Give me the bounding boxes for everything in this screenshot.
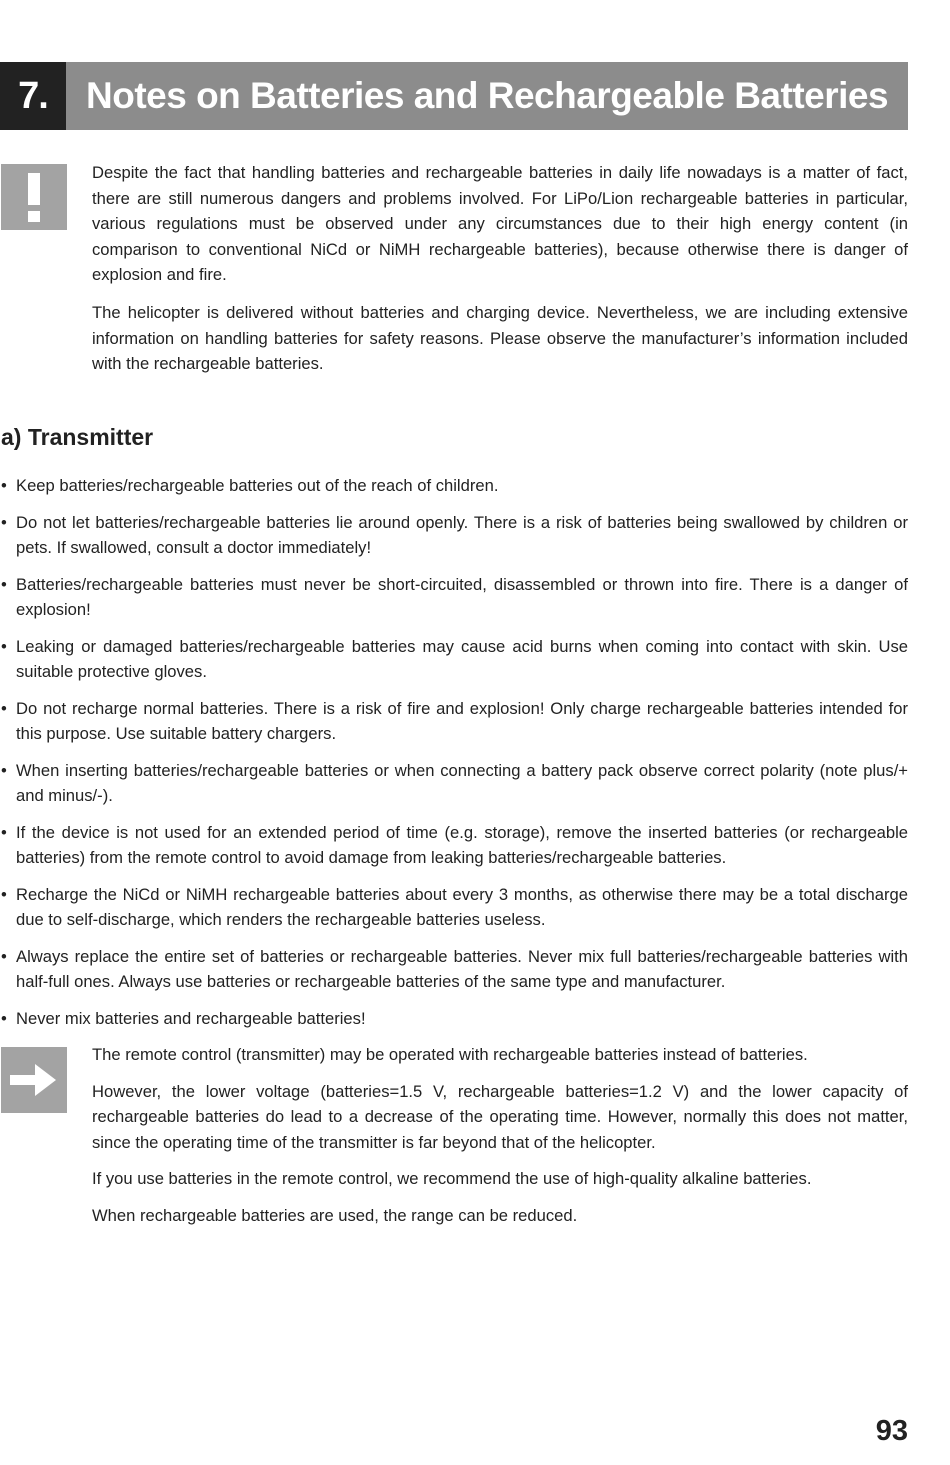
- warning-paragraph-1: Despite the fact that handling batteries and rechargeable batteries in daily life nowadays is a matter of fact, there are still numerous dangers and problems involved. For LiPo/Lion rechargeable batteries in particular, various regulations must be observed under any circumstances due to their high energy content (in comparison to conventional NiCd or NiMH rechargeable batteries), because otherwise there is danger of explosion and fire.: [92, 163, 908, 284]
- list-item-text: Keep batteries/rechargeable batteries out of the reach of children.: [16, 476, 499, 495]
- info-paragraph-2: However, the lower voltage (batteries=1.5 V, rechargeable batteries=1.2 V) and the lower capacity of rechargeable batteries do lead to a decrease of the operating time. However, normally this does not matter, since the operating time of the transmitter is far beyond that of the helicopter.: [92, 1081, 908, 1152]
- list-item: [0, 696, 908, 747]
- list-item: [0, 882, 908, 933]
- info-paragraph-1: The remote control (transmitter) may be operated with rechargeable batteries instead of batteries.: [92, 1045, 808, 1064]
- info-paragraph-4: When rechargeable batteries are used, the range can be reduced.: [92, 1205, 578, 1225]
- list-item: [0, 473, 908, 499]
- list-item: [0, 820, 908, 871]
- bullet-dot: •: [1, 884, 7, 904]
- bullet-dot: •: [1, 822, 7, 842]
- bullet-dot: •: [1, 946, 7, 966]
- list-item: [0, 1006, 908, 1032]
- warning-paragraph-2: The helicopter is delivered without batteries and charging device. Nevertheless, we are including extensive information on handling batteries for safety reasons. Please observe the manufacturer’s information included with the rechargeable batteries.: [92, 303, 908, 373]
- list-item-text: Leaking or damaged batteries/rechargeable batteries may cause acid burns when coming into contact with skin. Use suitable protective gloves.: [16, 636, 908, 681]
- list-item: [0, 510, 908, 561]
- list-item-text: When inserting batteries/rechargeable batteries or when connecting a battery pack observe correct polarity (note plus/+ and minus/-).: [16, 760, 908, 805]
- list-item: [0, 944, 908, 995]
- list-item-text: Do not let batteries/rechargeable batteries lie around openly. There is a risk of batteries being swallowed by children or pets. If swallowed, consult a doctor immediately!: [16, 512, 908, 557]
- info-block: [92, 1042, 908, 1239]
- exclamation-icon: [1, 164, 67, 230]
- page-number: 93: [875, 1415, 908, 1447]
- chapter-number: 7.: [0, 62, 66, 130]
- list-item: [0, 634, 908, 685]
- bullet-dot: •: [1, 698, 7, 718]
- arrow-right-icon: [1, 1047, 67, 1113]
- list-item: [0, 758, 908, 809]
- info-paragraph-3: If you use batteries in the remote control, we recommend the use of high-quality alkaline batteries.: [92, 1169, 812, 1188]
- section-heading: a) Transmitter: [1, 424, 154, 450]
- bullet-dot: •: [1, 760, 7, 780]
- bullet-dot: •: [1, 1008, 7, 1028]
- bullet-dot: •: [1, 476, 7, 495]
- list-item-text: Batteries/rechargeable batteries must never be short-circuited, disassembled or thrown into fire. There is a danger of explosion!: [16, 574, 908, 619]
- bullet-dot: •: [1, 636, 7, 656]
- list-item-text: Never mix batteries and rechargeable batteries!: [16, 1008, 366, 1028]
- bullet-list: [0, 473, 908, 1042]
- bullet-dot: •: [1, 512, 7, 532]
- bullet-dot: •: [1, 574, 7, 594]
- chapter-title: Notes on Batteries and Rechargeable Batteries: [86, 75, 889, 116]
- list-item: [0, 572, 908, 623]
- list-item-text: If the device is not used for an extended period of time (e.g. storage), remove the inserted batteries (or rechargeable batteries) from the remote control to avoid damage from leaking batteries/rechargeable batteries.: [16, 822, 908, 867]
- chapter-header: [0, 62, 908, 130]
- list-item-text: Do not recharge normal batteries. There is a risk of fire and explosion! Only charge rechargeable batteries intended for this purpose. Use suitable battery chargers.: [16, 698, 908, 743]
- list-item-text: Always replace the entire set of batteries or rechargeable batteries. Never mix full batteries/rechargeable batteries with half-full ones. Always use batteries or rechargeable batteries of the same type and manufacturer.: [16, 946, 908, 991]
- list-item-text: Recharge the NiCd or NiMH rechargeable batteries about every 3 months, as otherwise there may be a total discharge due to self-discharge, which renders the rechargeable batteries useless.: [16, 884, 908, 929]
